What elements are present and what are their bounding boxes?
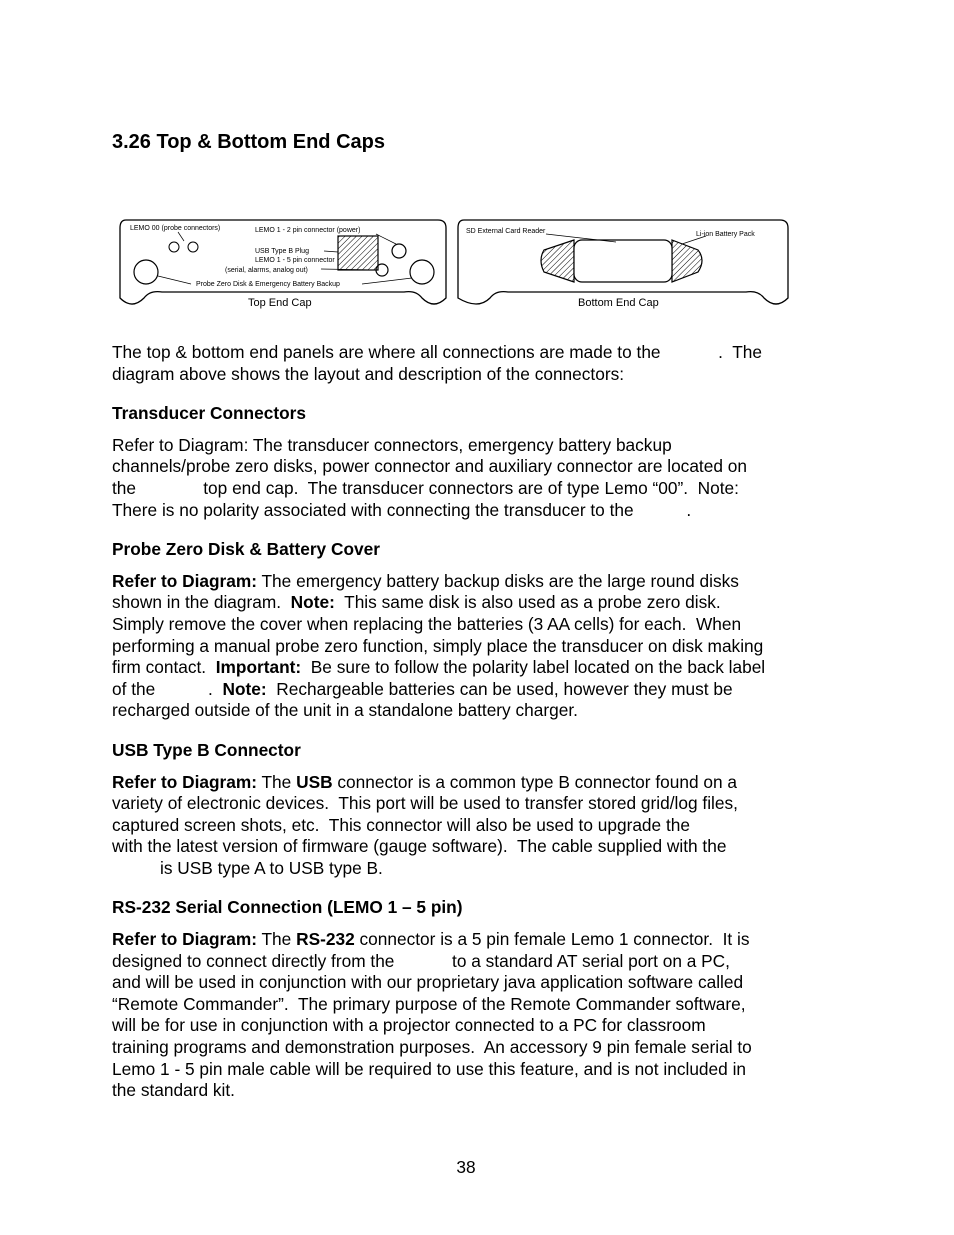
caption-top-end-cap: Top End Cap bbox=[248, 297, 312, 309]
lemo1-2pin-connector bbox=[392, 244, 406, 258]
end-caps-diagram bbox=[116, 216, 796, 316]
usb-type-b-plug bbox=[338, 236, 378, 270]
rs232-paragraph: Refer to Diagram: The RS-232 connector is a 5 pin female Lemo 1 connector. It is designed to connect directly from the to a standard AT serial port on a PC, and will be used in conjunction with our proprietary java application software called “Remote Commander”. The primary purpose of the Remote Commander software, will be for use in conjunction with a projector connected to a PC for classroom training programs and demonstration purposes. An accessory 9 pin female serial to Lemo 1 - 5 pin male cable will be required to use this feature, and is not included in the standard kit. bbox=[112, 929, 752, 1101]
battery-pack-left-end bbox=[541, 240, 574, 282]
heading-probe-zero-disk: Probe Zero Disk & Battery Cover bbox=[112, 539, 380, 560]
label-zero-disk: Probe Zero Disk & Emergency Battery Backup bbox=[196, 281, 340, 288]
label-usb-type-b: USB Type B Plug bbox=[255, 248, 309, 255]
heading-usb-type-b: USB Type B Connector bbox=[112, 739, 301, 760]
lemo00-connector-left bbox=[169, 242, 179, 252]
body-text bbox=[112, 342, 832, 1102]
transducer-paragraph: Refer to Diagram: The transducer connectors, emergency battery backup channels/probe zero disks, power connector and auxiliary connector are located on the top end cap. The transducer connectors are of type Lemo “00”. Note: There is no polarity associated with connecting the transducer to the . bbox=[112, 434, 747, 520]
sd-card-reader bbox=[574, 240, 672, 282]
heading-transducer-connectors: Transducer Connectors bbox=[112, 403, 306, 424]
zero-disk-left bbox=[134, 260, 158, 284]
lemo00-connector-right bbox=[188, 242, 198, 252]
battery-pack-right-end bbox=[672, 240, 702, 282]
label-lemo1-5pin: LEMO 1 - 5 pin connector bbox=[255, 257, 335, 264]
probe-zero-paragraph: Refer to Diagram: The emergency battery backup disks are the large round disks shown in the diagram. Note: This same disk is also used as a probe zero disk. Simply remove the cover when replacing the batteries (3 AA cells) for each. When performing a manual probe zero function, simply place the transducer on disk making firm contact. Important: Be sure to follow the polarity label located on the back label of the . Note: Rechargeable batteries can be used, however they must be recharged outside of the unit in a standalone battery charger. bbox=[112, 570, 766, 721]
caption-bottom-end-cap: Bottom End Cap bbox=[578, 297, 659, 309]
heading-rs232: RS-232 Serial Connection (LEMO 1 – 5 pin) bbox=[112, 897, 463, 918]
zero-disk-right bbox=[410, 260, 434, 284]
label-lemo1-2pin: LEMO 1 - 2 pin connector (power) bbox=[255, 227, 361, 234]
intro-paragraph: The top & bottom end panels are where all connections are made to the . The diagram above shows the layout and description of the connectors: bbox=[112, 342, 763, 384]
page-title: 3.26 Top & Bottom End Caps bbox=[112, 131, 385, 153]
label-li-ion-battery: Li-ion Battery Pack bbox=[696, 231, 755, 238]
label-lemo00: LEMO 00 (probe connectors) bbox=[130, 225, 221, 232]
page-number: 38 bbox=[456, 1157, 476, 1177]
label-sd-card-reader: SD External Card Reader bbox=[466, 228, 546, 235]
usb-paragraph: Refer to Diagram: The USB connector is a common type B connector found on a variety of electronic devices. This port will be used to transfer stored grid/log files, captured screen shots, etc. This connector will also be used to upgrade the with the latest version of firmware (gauge software). The cable supplied with the is USB type A to USB type B. bbox=[112, 771, 738, 878]
label-lemo1-5pin-sub: (serial, alarms, analog out) bbox=[225, 267, 308, 274]
